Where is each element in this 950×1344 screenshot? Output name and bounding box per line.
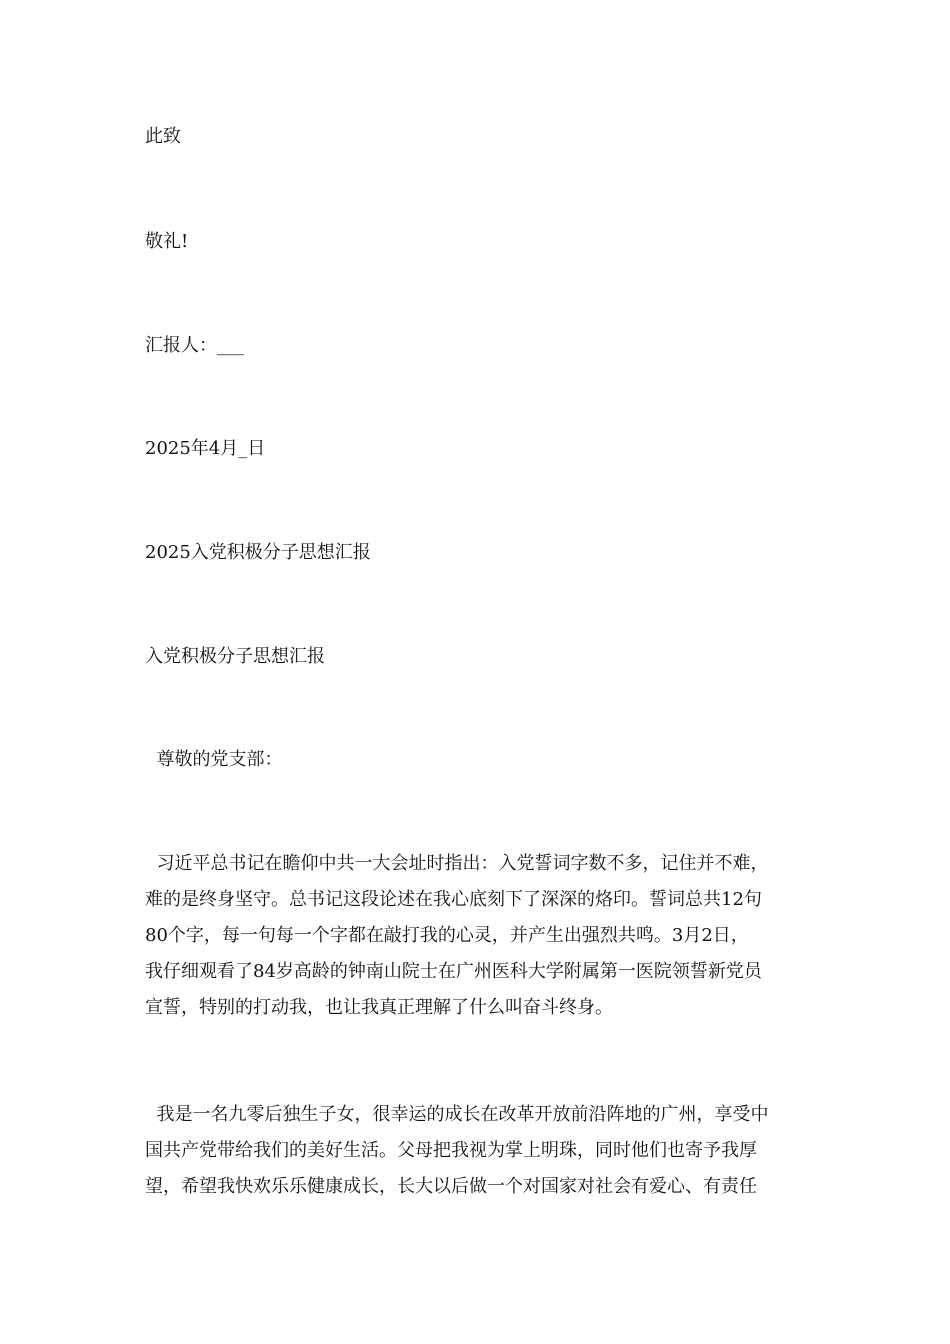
paragraph-line: 我仔细观看了84岁高龄的钟南山院士在广州医科大学附属第一医院领誓新党员 xyxy=(145,961,762,982)
heading-1: 2025入党积极分子思想汇报 xyxy=(145,542,371,563)
paragraph-line: 习近平总书记在瞻仰中共一大会址时指出：入党誓词字数不多，记住并不难， xyxy=(145,853,769,874)
heading-2: 入党积极分子思想汇报 xyxy=(145,646,325,667)
paragraph-line: 难的是终身坚守。总书记这段论述在我心底刻下了深深的烙印。誓词总共12句 xyxy=(145,889,762,910)
reporter-line: 汇报人：___ xyxy=(145,335,244,356)
paragraph-line: 我是一名九零后独生子女，很幸运的成长在改革开放前沿阵地的广州，享受中 xyxy=(145,1104,769,1125)
closing-line-2: 敬礼! xyxy=(145,231,189,252)
paragraph-line: 望，希望我快欢乐乐健康成长，长大以后做一个对国家对社会有爱心、有责任 xyxy=(145,1176,757,1197)
paragraph-line: 宣誓，特别的打动我，也让我真正理解了什么叫奋斗终身。 xyxy=(145,997,613,1018)
date-line: 2025年4月_日 xyxy=(145,438,266,459)
paragraph-line: 80个字，每一句每一个字都在敲打我的心灵，并产生出强烈共鸣。3月2日， xyxy=(145,925,749,946)
paragraph-2 xyxy=(145,1097,813,1205)
paragraph-line: 国共产党带给我们的美好生活。父母把我视为掌上明珠，同时他们也寄予我厚 xyxy=(145,1140,757,1161)
salutation: 尊敬的党支部： xyxy=(145,749,283,770)
closing-line-1: 此致 xyxy=(145,126,181,147)
paragraph-1 xyxy=(145,846,813,1026)
